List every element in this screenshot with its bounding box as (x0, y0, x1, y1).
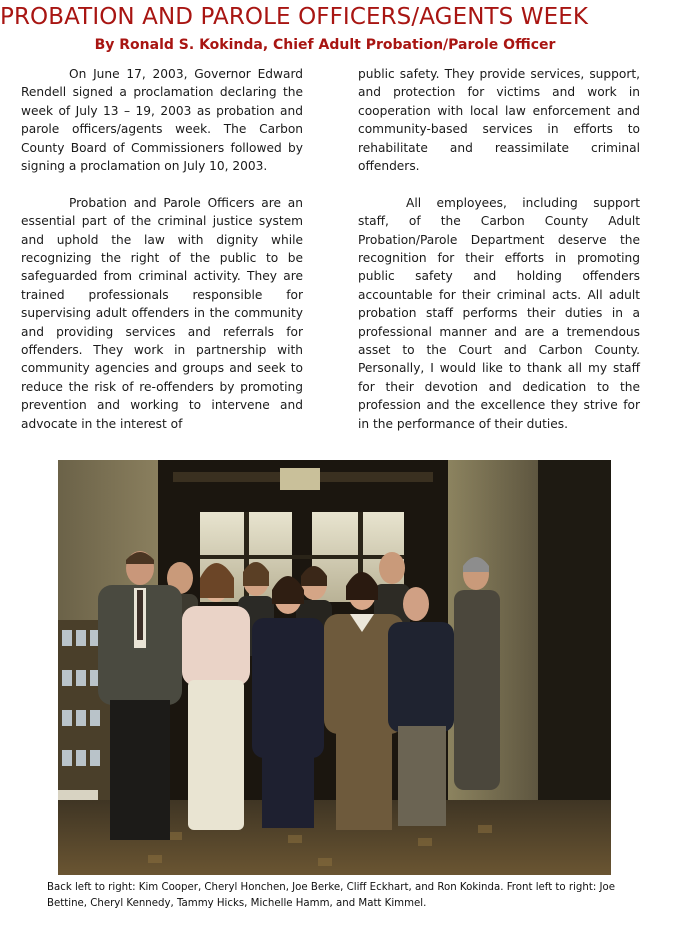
article-paragraph-1: On June 17, 2003, Governor Edward Rendell signed a proclamation declaring the week of July 13 – 19, 2003 as probation and parole officers/agents week. The Carbon County Board of Commissioners followed by signing a proclamation on July 10, 2003. (21, 67, 303, 174)
group-photo (58, 460, 611, 875)
article-paragraph-2: Probation and Parole Officers are an essential part of the criminal justice system and uphold the law with dignity while recognizing the right of the public to be safeguarded from criminal activity. They are trained professionals responsible for supervising adult offenders in the community and providing services and referrals for offenders. They work in partnership with community agencies and groups and seek to reduce the risk of re-offenders by promoting prevention and working to intervene and advocate in the interest of (21, 195, 303, 431)
article-column-right (358, 65, 640, 452)
group-photo-illustration (58, 460, 611, 875)
article-paragraph-3: public safety. They provide services, support, and protection for victims and work in cooperation with local law enforcement and community-based services in efforts to rehabilitate and reassimilate criminal offenders. (358, 67, 640, 174)
article-title: PROBATION AND PAROLE OFFICERS/AGENTS WEEK (0, 4, 589, 30)
article-column-left (21, 65, 303, 452)
article-paragraph-4: All employees, including support staff, of the Carbon County Adult Probation/Parole Department deserve the recognition for their efforts in promoting public safety and holding offenders accountable for their criminal acts. All adult probation staff performs their duties in a professional manner and are a tremendous asset to the Court and Carbon County. Personally, I would like to thank all my staff for their devotion and dedication to the profession and the excellence they strive for in the performance of their duties. (358, 195, 640, 431)
photo-caption: Back left to right: Kim Cooper, Cheryl Honchen, Joe Berke, Cliff Eckhart, and Ron Kokinda. Front left to right: Joe Bettine, Cheryl Kennedy, Tammy Hicks, Michelle Hamm, and Matt Kimmel. (47, 882, 616, 909)
article-byline: By Ronald S. Kokinda, Chief Adult Probation/Parole Officer (94, 37, 556, 53)
